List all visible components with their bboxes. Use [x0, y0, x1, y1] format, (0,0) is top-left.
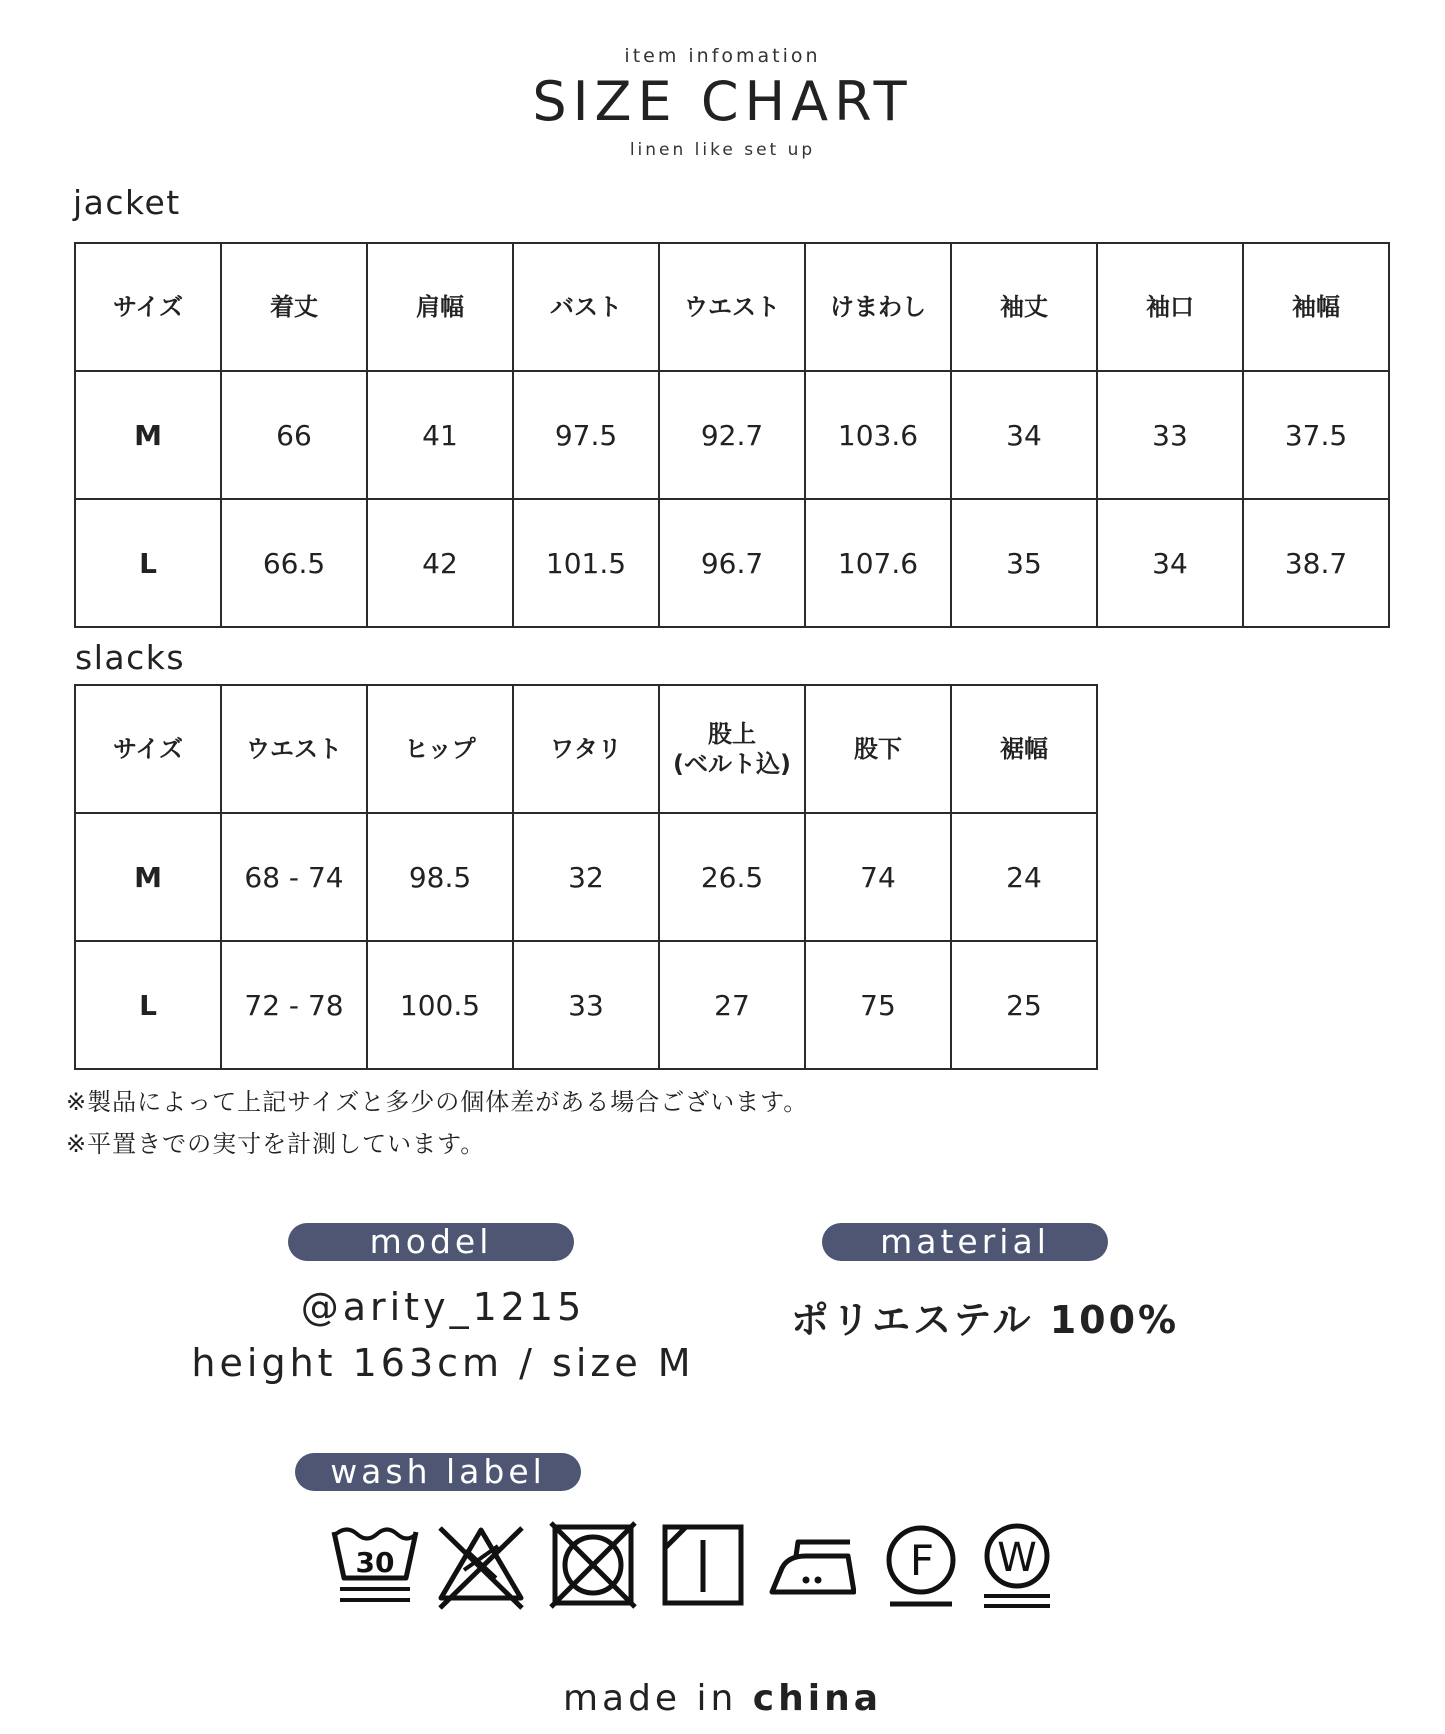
- size-label-cell: L: [75, 941, 221, 1069]
- table-cell: 37.5: [1243, 371, 1389, 499]
- svg-text:W: W: [997, 1535, 1037, 1581]
- jacket-size-table: [74, 242, 1390, 628]
- material-pill-label: material: [822, 1223, 1108, 1261]
- wet-clean-w-icon: [972, 1520, 1062, 1610]
- note-flat-measure: ※平置きでの実寸を計測しています。: [66, 1130, 486, 1158]
- table-header-row: [75, 685, 1097, 813]
- table-header-cell: ワタリ: [513, 685, 659, 813]
- material-value: ポリエステル 100%: [790, 1298, 1180, 1342]
- table-header-cell: 股下: [805, 685, 951, 813]
- table-header-cell: サイズ: [75, 685, 221, 813]
- table-row: [75, 941, 1097, 1069]
- table-cell: 103.6: [805, 371, 951, 499]
- table-cell: 38.7: [1243, 499, 1389, 627]
- note-size-variance: ※製品によって上記サイズと多少の個体差がある場合ございます。: [66, 1088, 809, 1116]
- table-row: [75, 499, 1389, 627]
- table-cell: 107.6: [805, 499, 951, 627]
- slacks-size-table: [74, 684, 1098, 1070]
- table-row: [75, 371, 1389, 499]
- table-header-cell: 着丈: [221, 243, 367, 371]
- made-in-line: [0, 1678, 1445, 1719]
- size-label-cell: M: [75, 371, 221, 499]
- table-header-cell: ウエスト: [221, 685, 367, 813]
- table-header-cell: ヒップ: [367, 685, 513, 813]
- table-row: [75, 813, 1097, 941]
- table-header-cell: バスト: [513, 243, 659, 371]
- wash-temperature-label: 30: [355, 1546, 395, 1579]
- table-cell: 66: [221, 371, 367, 499]
- table-header-cell: ウエスト: [659, 243, 805, 371]
- table-cell: 66.5: [221, 499, 367, 627]
- table-cell: 35: [951, 499, 1097, 627]
- table-header-cell-rise: [659, 685, 805, 813]
- table-cell: 96.7: [659, 499, 805, 627]
- size-label-cell: L: [75, 499, 221, 627]
- model-account: @arity_1215: [300, 1285, 586, 1329]
- table-cell: 41: [367, 371, 513, 499]
- made-in-country: china: [752, 1678, 883, 1719]
- no-bleach-icon: [436, 1520, 526, 1610]
- model-pill-label: model: [288, 1223, 574, 1261]
- table-cell: 24: [951, 813, 1097, 941]
- table-cell: 34: [951, 371, 1097, 499]
- table-cell: 101.5: [513, 499, 659, 627]
- table-cell: 68 - 74: [221, 813, 367, 941]
- table-cell: 32: [513, 813, 659, 941]
- table-cell: 33: [513, 941, 659, 1069]
- table-cell: 92.7: [659, 371, 805, 499]
- table-cell: 26.5: [659, 813, 805, 941]
- table-cell: 98.5: [367, 813, 513, 941]
- table-cell: 34: [1097, 499, 1243, 627]
- table-cell: 100.5: [367, 941, 513, 1069]
- jacket-section-label: jacket: [73, 183, 181, 222]
- table-cell: 33: [1097, 371, 1243, 499]
- table-header-row: [75, 243, 1389, 371]
- table-cell: 97.5: [513, 371, 659, 499]
- table-cell: 27: [659, 941, 805, 1069]
- page-title: SIZE CHART: [532, 70, 913, 133]
- table-header-cell: 袖幅: [1243, 243, 1389, 371]
- table-cell: 74: [805, 813, 951, 941]
- header-subtitle-top: item infomation: [624, 45, 821, 67]
- table-cell: 75: [805, 941, 951, 1069]
- wash-tub-30-icon: [330, 1520, 420, 1610]
- dry-clean-f-icon: [876, 1520, 966, 1610]
- table-header-cell: 袖口: [1097, 243, 1243, 371]
- header-subtitle-bottom: linen like set up: [629, 140, 816, 160]
- slacks-section-label: slacks: [75, 638, 186, 677]
- table-header-cell: けまわし: [805, 243, 951, 371]
- no-tumble-dry-icon: [548, 1520, 638, 1610]
- header-sub-text: (ベルト込): [673, 750, 791, 778]
- table-header-cell: 肩幅: [367, 243, 513, 371]
- table-cell: 25: [951, 941, 1097, 1069]
- line-dry-shade-icon: [658, 1520, 748, 1610]
- wash-label-pill: wash label: [295, 1453, 581, 1491]
- header-main-text: 股上: [708, 720, 756, 748]
- table-cell: 42: [367, 499, 513, 627]
- table-header-cell: 袖丈: [951, 243, 1097, 371]
- svg-text:F: F: [909, 1536, 935, 1585]
- table-header-cell: サイズ: [75, 243, 221, 371]
- table-header-cell: 裾幅: [951, 685, 1097, 813]
- size-label-cell: M: [75, 813, 221, 941]
- table-cell: 72 - 78: [221, 941, 367, 1069]
- iron-low-icon: [766, 1520, 856, 1610]
- model-details: height 163cm / size M: [191, 1341, 695, 1385]
- made-in-prefix: made in: [562, 1678, 753, 1719]
